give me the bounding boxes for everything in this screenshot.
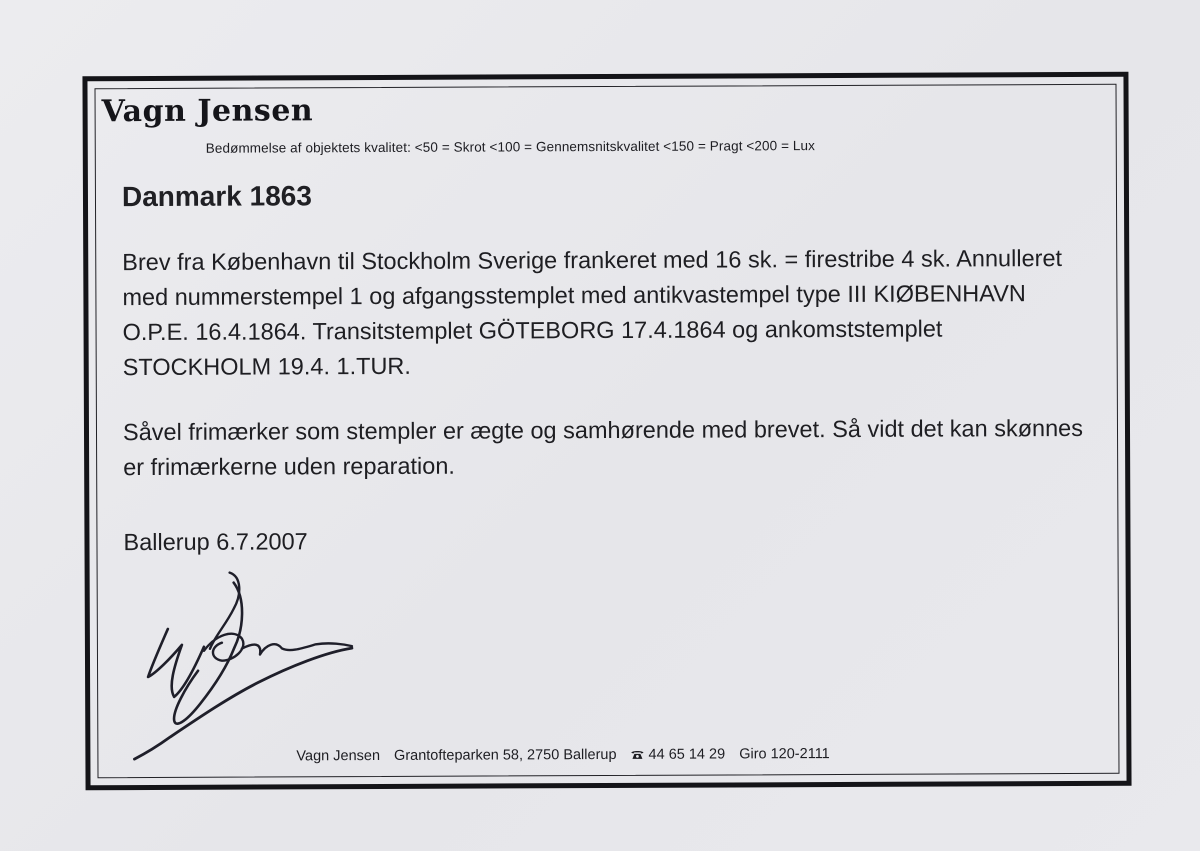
- handwritten-signature: [130, 568, 371, 769]
- footer-address: Grantofteparken 58, 2750 Ballerup: [393, 746, 617, 764]
- footer-phone: 44 65 14 29: [648, 746, 726, 763]
- authenticity-paragraph: Såvel frimærker som stempler er ægte og samhørende med brevet. Så vidt det kan skønnes er frimærkerne uden reparation.: [122, 414, 1084, 481]
- place-and-date: Ballerup 6.7.2007: [123, 528, 308, 556]
- footer-giro: Giro 120-2111: [739, 746, 830, 763]
- certificate-frame: [82, 72, 1131, 791]
- brand-logo: Vagn Jensen: [101, 93, 314, 130]
- quality-scale-text: Bedømmelse af objektets kvalitet: <50 = Skrot <100 = Gennemsnitskvalitet <150 = Pragt <200 = Lux: [205, 138, 815, 156]
- footer-name: Vagn Jensen: [296, 747, 381, 765]
- certificate-heading: Danmark 1863: [121, 180, 312, 213]
- footer-contact-line: [296, 746, 839, 764]
- telephone-icon: [631, 749, 645, 760]
- description-paragraph: Brev fra København til Stockholm Sverige frankeret med 16 sk. = firestribe 4 sk. Annulleret med nummerstempel 1 og afgangsstemplet med antikvastempel type III KIØBENHAVN O.P.E. 16.4.1864. Transitstemplet GÖTEBORG 17.4.1864 og ankomststemplet STOCKHOLM 19.4. 1.TUR.: [122, 245, 1063, 381]
